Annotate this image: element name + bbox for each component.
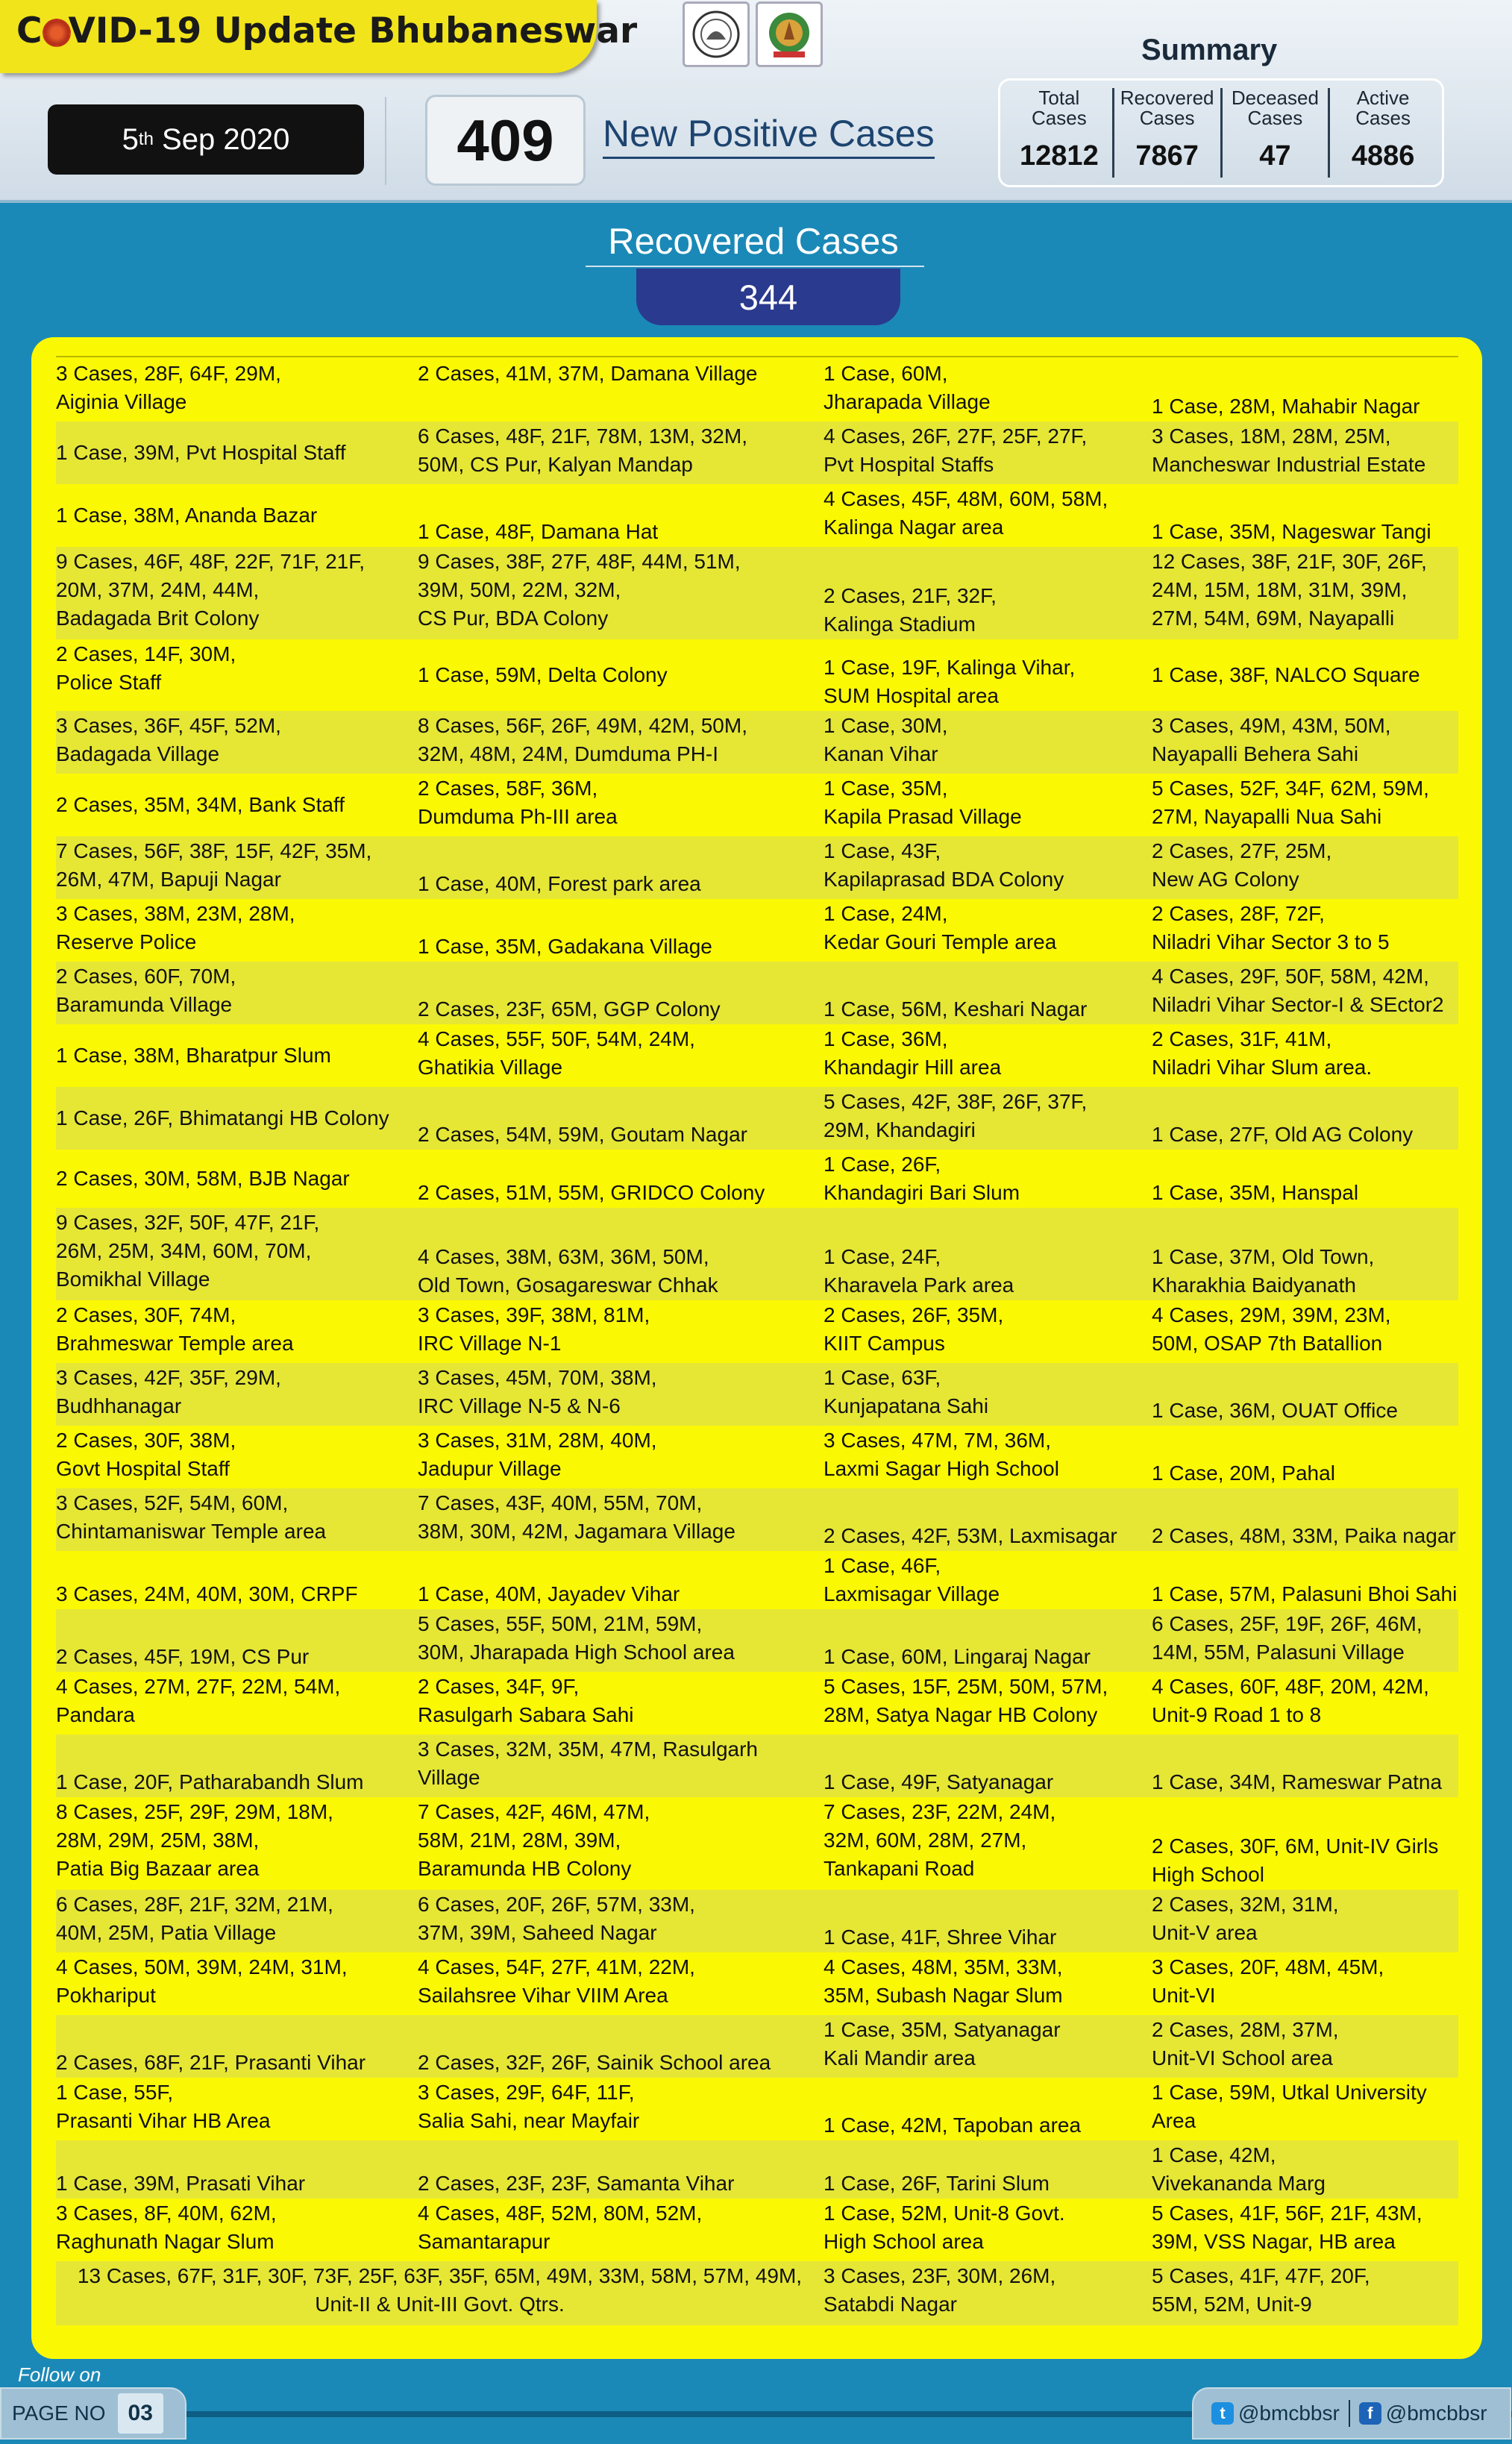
case-cell: 2 Cases, 32F, 26F, Sainik School area [418,2051,771,2074]
page-number: 03 [118,2393,163,2434]
case-cell: 2 Cases, 26F, 35M, KIIT Campus [824,1303,1004,1355]
case-cell: 4 Cases, 26F, 27F, 25F, 27F, Pvt Hospital Staffs [824,424,1088,476]
case-cell: 1 Case, 38M, Bharatpur Slum [56,1044,331,1067]
summary-label: Total Cases [1032,87,1087,129]
case-cell: 9 Cases, 32F, 50F, 47F, 21F, 26M, 25M, 34M, 60M, 70M, Bomikhal Village [56,1211,320,1291]
case-cell: 3 Cases, 18M, 28M, 25M, Mancheswar Industrial Estate [1152,424,1426,476]
case-cell: 1 Case, 37M, Old Town, Kharakhia Baidyanath [1152,1245,1375,1297]
summary-value: 47 [1259,140,1291,172]
case-cell: 8 Cases, 56F, 26F, 49M, 42M, 50M, 32M, 48M, 24M, Dumduma PH-I [418,714,747,765]
case-cell: 1 Case, 35M, Gadakana Village [418,935,712,958]
case-cell: 2 Cases, 54M, 59M, Goutam Nagar [418,1123,747,1146]
table-row [56,1363,1458,1426]
case-cell: 4 Cases, 27M, 27F, 22M, 54M, Pandara [56,1675,341,1726]
case-cell: 3 Cases, 8F, 40M, 62M, Raghunath Nagar Slum [56,2202,277,2253]
table-row [56,2261,1458,2325]
case-cell: 5 Cases, 41F, 47F, 20F, 55M, 52M, Unit-9 [1152,2264,1370,2316]
date-day: 5 [122,122,139,156]
table-row [56,2015,1458,2078]
case-cell: 2 Cases, 30M, 58M, BJB Nagar [56,1167,350,1190]
table-row [56,774,1458,836]
follow-on-label: Follow on [18,2363,101,2386]
case-cell: 8 Cases, 25F, 29F, 29M, 18M, 28M, 29M, 25M, 38M, Patia Big Bazaar area [56,1800,333,1880]
odisha-emblem-icon [683,1,750,67]
case-cell: 2 Cases, 30F, 74M, Brahmeswar Temple area [56,1303,294,1355]
case-cell: 2 Cases, 45F, 19M, CS Pur [56,1645,310,1668]
summary-active [1328,88,1436,178]
recovered-divider [586,266,924,267]
case-cell: 1 Case, 35M, Nageswar Tangi [1152,520,1431,543]
facebook-handle[interactable]: @bmcbbsr [1385,2401,1487,2425]
case-cell: 4 Cases, 45F, 48M, 60M, 58M, Kalinga Nagar area [824,487,1108,539]
case-cell: 1 Case, 34M, Rameswar Patna [1152,1770,1443,1793]
date-suffix: th [138,129,154,149]
case-cell: 3 Cases, 28F, 64F, 29M, Aiginia Village [56,362,281,413]
summary-total [1006,88,1112,178]
recovered-cases-heading: Recovered Cases [608,222,899,262]
case-cell: 3 Cases, 24M, 40M, 30M, CRPF [56,1582,358,1605]
table-row [56,962,1458,1024]
header-divider [385,97,386,185]
case-cell: 4 Cases, 29M, 39M, 23M, 50M, OSAP 7th Batallion [1152,1303,1391,1355]
panel-top-rule [56,356,1458,357]
case-cell: 1 Case, 26F, Khandagiri Bari Slum [824,1153,1020,1204]
table-row [56,1150,1458,1208]
recovered-count-badge: 344 [636,269,900,325]
case-cell: 3 Cases, 49M, 43M, 50M, Nayapalli Behera Sahi [1152,714,1391,765]
case-cell: 3 Cases, 32M, 35M, 47M, Rasulgarh Village [418,1738,758,1789]
case-cell: 2 Cases, 28M, 37M, Unit-VI School area [1152,2018,1339,2069]
summary-label: Recovered Cases [1120,87,1214,129]
case-cell: 3 Cases, 20F, 48M, 45M, Unit-VI [1152,1955,1384,2007]
twitter-icon[interactable]: t [1211,2402,1234,2425]
case-cell: 7 Cases, 42F, 46M, 47M, 58M, 21M, 28M, 39M, Baramunda HB Colony [418,1800,650,1880]
case-cell: 3 Cases, 47M, 7M, 36M, Laxmi Sagar High School [824,1429,1059,1480]
cases-table [56,359,1458,2325]
case-cell: 2 Cases, 35M, 34M, Bank Staff [56,793,345,816]
social-divider [1349,2400,1350,2427]
case-cell: 1 Case, 30M, Kanan Vihar [824,714,948,765]
virus-icon [43,19,71,47]
case-cell: 3 Cases, 39F, 38M, 81M, IRC Village N-1 [418,1303,650,1355]
twitter-handle[interactable]: @bmcbbsr [1238,2401,1340,2425]
case-cell: 9 Cases, 38F, 27F, 48F, 44M, 51M, 39M, 50M, 22M, 32M, CS Pur, BDA Colony [418,550,741,630]
case-cell: 2 Cases, 68F, 21F, Prasanti Vihar [56,2051,366,2074]
case-cell: 1 Case, 59M, Utkal University Area [1152,2081,1427,2132]
case-cell: 3 Cases, 23F, 30M, 26M, Satabdi Nagar [824,2264,1056,2316]
summary-value: 12812 [1020,140,1099,172]
case-cell: 5 Cases, 55F, 50M, 21M, 59M, 30M, Jharapada High School area [418,1612,735,1664]
case-cell: 1 Case, 43F, Kapilaprasad BDA Colony [824,839,1064,891]
summary-deceased [1220,88,1329,178]
social-links [1192,2387,1511,2440]
case-cell: 12 Cases, 38F, 21F, 30F, 26F, 24M, 15M, 18M, 31M, 39M, 27M, 54M, 69M, Nayapalli [1152,550,1427,630]
case-cell: 1 Case, 63F, Kunjapatana Sahi [824,1366,989,1417]
case-cell: 2 Cases, 27F, 25M, New AG Colony [1152,839,1332,891]
table-row [56,484,1458,547]
summary-value: 4886 [1351,140,1415,172]
new-cases-count: 409 [425,95,586,186]
table-row [56,1551,1458,1609]
case-cell: 1 Case, 36M, OUAT Office [1152,1399,1398,1422]
case-cell: 1 Case, 39M, Prasati Vihar [56,2172,306,2195]
bmc-logo-icon [756,1,823,67]
table-row [56,422,1458,484]
case-cell: 1 Case, 20F, Patharabandh Slum [56,1770,364,1793]
table-row [56,1609,1458,1672]
case-cell: 2 Cases, 21F, 32F, Kalinga Stadium [824,584,997,636]
case-cell: 1 Case, 40M, Jayadev Vihar [418,1582,680,1605]
table-row [56,1208,1458,1300]
case-cell: 3 Cases, 29F, 64F, 11F, Salia Sahi, near Mayfair [418,2081,640,2132]
report-date [48,104,364,175]
case-cell: 1 Case, 57M, Palasuni Bhoi Sahi [1152,1582,1458,1605]
case-cell: 1 Case, 40M, Forest park area [418,872,701,895]
table-row [56,1426,1458,1488]
page-title [16,10,637,51]
case-cell: 2 Cases, 48M, 33M, Paika nagar [1152,1524,1456,1547]
summary-title: Summary [1141,34,1278,66]
summary-label: Active Cases [1355,87,1411,129]
case-cell: 2 Cases, 14F, 30M, Police Staff [56,642,236,694]
summary-recovered [1112,88,1220,178]
case-cell: 4 Cases, 55F, 50F, 54M, 24M, Ghatikia Village [418,1027,695,1079]
case-cell: 1 Case, 42M, Vivekananda Marg [1152,2143,1326,2195]
table-row [56,1735,1458,1797]
case-cell: 3 Cases, 52F, 54M, 60M, Chintamaniswar Temple area [56,1491,327,1543]
case-cell: 2 Cases, 28F, 72F, Niladri Vihar Sector 3 to 5 [1152,902,1390,953]
table-row [56,2078,1458,2140]
case-cell: 7 Cases, 56F, 38F, 15F, 42F, 35M, 26M, 47M, Bapuji Nagar [56,839,372,891]
case-cell: 6 Cases, 25F, 19F, 26F, 46M, 14M, 55M, Palasuni Village [1152,1612,1422,1664]
case-cell: 1 Case, 35M, Satyanagar Kali Mandir area [824,2018,1061,2069]
case-cell: 13 Cases, 67F, 31F, 30F, 73F, 25F, 63F, 35F, 65M, 49M, 33M, 58M, 57M, 49M, Unit-II & Unit-III Govt. Qtrs. [77,2264,803,2316]
case-cell: 1 Case, 52M, Unit-8 Govt. High School area [824,2202,1065,2253]
facebook-icon[interactable]: f [1359,2402,1381,2425]
case-cell: 2 Cases, 58F, 36M, Dumduma Ph-III area [418,777,618,828]
case-cell: 2 Cases, 23F, 23F, Samanta Vihar [418,2172,735,2195]
table-row [56,1672,1458,1735]
table-row [56,1024,1458,1087]
summary-value: 7867 [1135,140,1199,172]
case-cell: 3 Cases, 38M, 23M, 28M, Reserve Police [56,902,295,953]
case-cell: 2 Cases, 31F, 41M, Niladri Vihar Slum area. [1152,1027,1373,1079]
case-cell: 1 Case, 19F, Kalinga Vihar, SUM Hospital area [824,656,1076,707]
case-cell: 1 Case, 56M, Keshari Nagar [824,997,1088,1021]
case-cell: 1 Case, 55F, Prasanti Vihar HB Area [56,2081,271,2132]
case-cell: 1 Case, 38F, NALCO Square [1152,663,1420,686]
table-row [56,547,1458,639]
case-cell: 2 Cases, 42F, 53M, Laxmisagar [824,1524,1117,1547]
case-cell: 1 Case, 35M, Kapila Prasad Village [824,777,1022,828]
case-cell: 1 Case, 26F, Tarini Slum [824,2172,1050,2195]
case-cell: 4 Cases, 54F, 27F, 41M, 22M, Sailahsree Vihar VIIM Area [418,1955,695,2007]
case-cell: 2 Cases, 30F, 38M, Govt Hospital Staff [56,1429,236,1480]
case-cell: 1 Case, 36M, Khandagir Hill area [824,1027,1002,1079]
cases-table-body [56,359,1458,2261]
case-cell: 2 Cases, 32M, 31M, Unit-V area [1152,1893,1339,1944]
table-row [56,1087,1458,1150]
case-cell: 1 Case, 24F, Kharavela Park area [824,1245,1014,1297]
case-cell: 1 Case, 60M, Lingaraj Nagar [824,1645,1091,1668]
table-row [56,359,1458,422]
case-cell: 1 Case, 20M, Pahal [1152,1461,1335,1485]
case-cell: 1 Case, 42M, Tapoban area [824,2114,1082,2137]
case-cell: 3 Cases, 31M, 28M, 40M, Jadupur Village [418,1429,657,1480]
table-row [56,639,1458,711]
case-cell: 2 Cases, 23F, 65M, GGP Colony [418,997,721,1021]
case-cell: 1 Case, 28M, Mahabir Nagar [1152,395,1420,418]
case-cell: 2 Cases, 41M, 37M, Damana Village [418,362,758,385]
case-cell: 4 Cases, 60F, 48F, 20M, 42M, Unit-9 Road 1 to 8 [1152,1675,1429,1726]
table-row [56,2199,1458,2261]
case-cell: 7 Cases, 43F, 40M, 55M, 70M, 38M, 30M, 42M, Jagamara Village [418,1491,735,1543]
case-cell: 5 Cases, 15F, 25M, 50M, 57M, 28M, Satya Nagar HB Colony [824,1675,1108,1726]
case-cell: 4 Cases, 29F, 50F, 58M, 42M, Niladri Vihar Sector-I & SEctor2 [1152,965,1444,1016]
case-cell: 1 Case, 26F, Bhimatangi HB Colony [56,1106,389,1129]
case-cell: 6 Cases, 48F, 21F, 78M, 13M, 32M, 50M, CS Pur, Kalyan Mandap [418,424,747,476]
recovered-cases-panel [31,337,1482,2359]
case-cell: 6 Cases, 20F, 26F, 57M, 33M, 37M, 39M, Saheed Nagar [418,1893,695,1944]
case-cell: 1 Case, 27F, Old AG Colony [1152,1123,1414,1146]
table-row [56,711,1458,774]
case-cell: 6 Cases, 28F, 21F, 32M, 21M, 40M, 25M, Patia Village [56,1893,333,1944]
case-cell: 2 Cases, 60F, 70M, Baramunda Village [56,965,236,1016]
case-cell: 9 Cases, 46F, 48F, 22F, 71F, 21F, 20M, 37M, 24M, 44M, Badagada Brit Colony [56,550,366,630]
case-cell: 1 Case, 60M, Jharapada Village [824,362,991,413]
table-row [56,1952,1458,2015]
table-row [56,899,1458,962]
summary-box [998,78,1444,187]
case-cell: 4 Cases, 50M, 39M, 24M, 31M, Pokhariput [56,1955,348,2007]
case-cell: 3 Cases, 42F, 35F, 29M, Budhhanagar [56,1366,281,1417]
table-row [56,1797,1458,1890]
new-cases-label: New Positive Cases [603,112,935,159]
case-cell: 2 Cases, 34F, 9F, Rasulgarh Sabara Sahi [418,1675,634,1726]
title-suffix: VID-19 Update Bhubaneswar [68,10,638,51]
case-cell: 4 Cases, 48F, 52M, 80M, 52M, Samantarapur [418,2202,703,2253]
case-cell: 3 Cases, 45M, 70M, 38M, IRC Village N-5 & N-6 [418,1366,657,1417]
case-cell: 1 Case, 59M, Delta Colony [418,663,668,686]
case-cell: 4 Cases, 48M, 35M, 33M, 35M, Subash Nagar Slum [824,1955,1063,2007]
case-cell: 1 Case, 48F, Damana Hat [418,520,659,543]
page-number-box [0,2387,186,2440]
case-cell: 3 Cases, 36F, 45F, 52M, Badagada Village [56,714,281,765]
page-label: PAGE NO [12,2401,106,2425]
case-cell: 7 Cases, 23F, 22M, 24M, 32M, 60M, 28M, 27M, Tankapani Road [824,1800,1056,1880]
table-row [56,1890,1458,1952]
table-row [56,2140,1458,2199]
title-prefix: C [16,10,43,51]
case-cell: 1 Case, 35M, Hanspal [1152,1181,1359,1204]
case-cell: 1 Case, 46F, Laxmisagar Village [824,1554,1000,1605]
case-cell: 1 Case, 39M, Pvt Hospital Staff [56,441,346,464]
case-cell: 2 Cases, 30F, 6M, Unit-IV Girls High School [1152,1834,1439,1886]
table-row [56,836,1458,899]
case-cell: 5 Cases, 42F, 38F, 26F, 37F, 29M, Khandagiri [824,1090,1088,1141]
case-cell: 1 Case, 38M, Ananda Bazar [56,504,318,527]
summary-label: Deceased Cases [1231,87,1319,129]
case-cell: 4 Cases, 38M, 63M, 36M, 50M, Old Town, Gosagareswar Chhak [418,1245,718,1297]
case-cell: 2 Cases, 51M, 55M, GRIDCO Colony [418,1181,765,1204]
title-ribbon [0,0,638,73]
date-month-year: Sep 2020 [153,122,290,156]
header [0,0,1512,203]
table-row [56,1300,1458,1363]
table-row [56,1488,1458,1551]
case-cell: 1 Case, 41F, Shree Vihar [824,1926,1057,1949]
case-cell: 5 Cases, 52F, 34F, 62M, 59M, 27M, Nayapalli Nua Sahi [1152,777,1429,828]
case-cell: 1 Case, 24M, Kedar Gouri Temple area [824,902,1057,953]
case-cell: 5 Cases, 41F, 56F, 21F, 43M, 39M, VSS Nagar, HB area [1152,2202,1422,2253]
case-cell: 1 Case, 49F, Satyanagar [824,1770,1054,1793]
